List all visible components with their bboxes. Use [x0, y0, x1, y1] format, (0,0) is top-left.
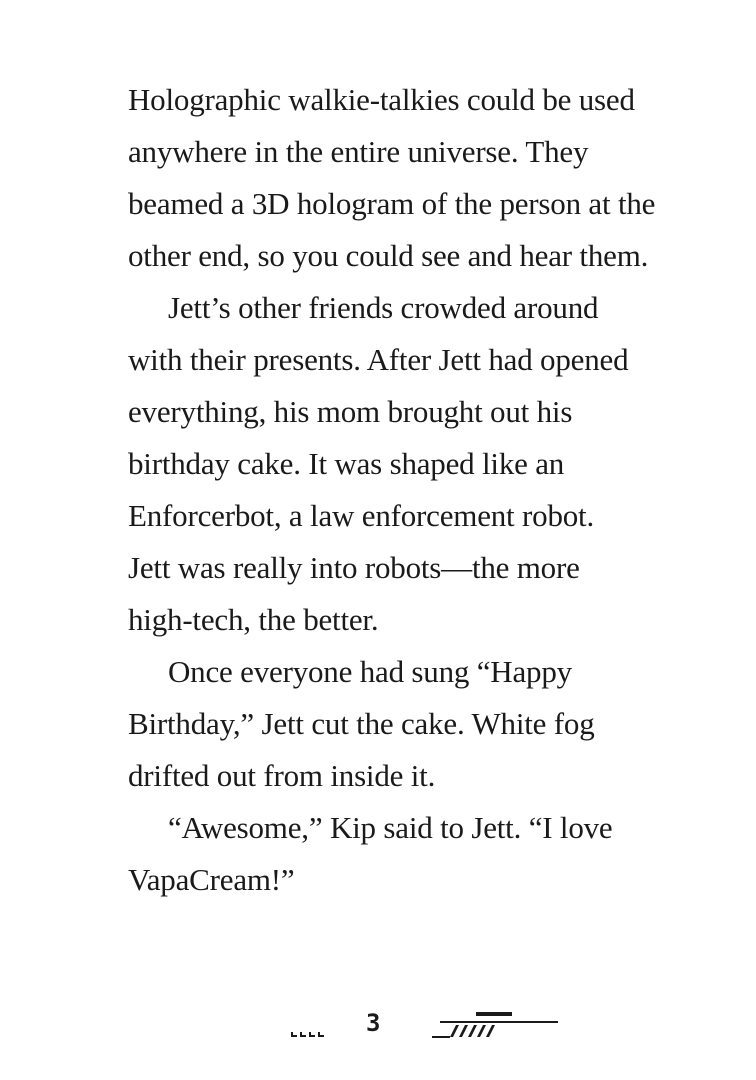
text-line: drifted out from inside it. — [128, 758, 436, 793]
footer-dots-ornament — [291, 1032, 327, 1038]
text-line: everything, his mom brought out his — [128, 394, 573, 429]
text-line: Holographic walkie-talkies could be used — [128, 82, 635, 117]
body-text — [128, 74, 688, 906]
page-footer — [0, 1005, 756, 1055]
text-line: birthday cake. It was shaped like an — [128, 446, 565, 481]
text-line: VapaCream!” — [128, 862, 295, 897]
text-line: other end, so you could see and hear them. — [128, 238, 649, 273]
text-line: Birthday,” Jett cut the cake. White fog — [128, 706, 595, 741]
text-line: Enforcerbot, a law enforcement robot. — [128, 498, 595, 533]
text-line: Jett was really into robots—the more — [128, 550, 580, 585]
text-line: Once everyone had sung “Happy — [168, 654, 572, 689]
page-number: 3 — [366, 1009, 381, 1037]
text-line: “Awesome,” Kip said to Jett. “I love — [168, 810, 613, 845]
text-line: anywhere in the entire universe. They — [128, 134, 589, 169]
text-line: Jett’s other friends crowded around — [168, 290, 599, 325]
footer-speed-lines-ornament — [430, 1005, 565, 1045]
text-line: high-tech, the better. — [128, 602, 379, 637]
text-line: with their presents. After Jett had opened — [128, 342, 629, 377]
text-line: beamed a 3D hologram of the person at the — [128, 186, 656, 221]
